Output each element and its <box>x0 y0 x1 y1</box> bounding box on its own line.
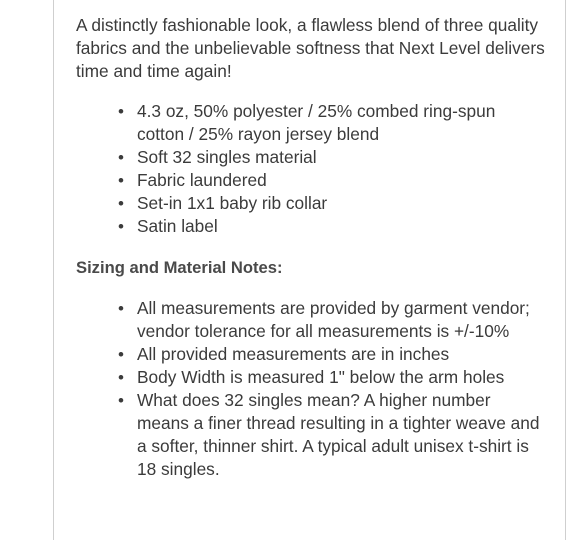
list-item <box>76 366 546 389</box>
features-list <box>76 100 546 238</box>
product-description-content <box>76 14 546 481</box>
list-item <box>76 146 546 169</box>
bullet-icon: • <box>118 102 124 121</box>
feature-text: Soft 32 singles material <box>137 147 317 167</box>
list-item <box>76 297 546 343</box>
list-item <box>76 343 546 366</box>
bullet-icon: • <box>118 194 124 213</box>
product-description-panel <box>53 0 566 540</box>
note-text: All provided measurements are in inches <box>137 344 450 364</box>
bullet-icon: • <box>118 148 124 167</box>
sizing-notes-list <box>76 297 546 481</box>
list-item <box>76 169 546 192</box>
list-item <box>76 192 546 215</box>
list-item <box>76 215 546 238</box>
bullet-icon: • <box>118 217 124 236</box>
intro-paragraph: A distinctly fashionable look, a flawless blend of three quality fabrics and the unbelievable softness that Next Level delivers time and time again! <box>76 15 545 81</box>
note-text: What does 32 singles mean? A higher number means a finer thread resulting in a tighter weave and a softer, thinner shirt. A typical adult unisex t-shirt is 18 singles. <box>137 390 540 479</box>
bullet-icon: • <box>118 391 124 410</box>
feature-text: 4.3 oz, 50% polyester / 25% combed ring-spun cotton / 25% rayon jersey blend <box>137 101 496 144</box>
note-text: Body Width is measured 1" below the arm holes <box>137 367 505 387</box>
bullet-icon: • <box>118 368 124 387</box>
list-item <box>76 100 546 146</box>
feature-text: Fabric laundered <box>137 170 267 190</box>
bullet-icon: • <box>118 345 124 364</box>
bullet-icon: • <box>118 171 124 190</box>
feature-text: Satin label <box>137 216 218 236</box>
list-item <box>76 389 546 481</box>
sizing-notes-heading: Sizing and Material Notes: <box>76 258 283 277</box>
feature-text: Set-in 1x1 baby rib collar <box>137 193 328 213</box>
note-text: All measurements are provided by garment vendor; vendor tolerance for all measurements is +/-10% <box>137 298 530 341</box>
bullet-icon: • <box>118 299 124 318</box>
